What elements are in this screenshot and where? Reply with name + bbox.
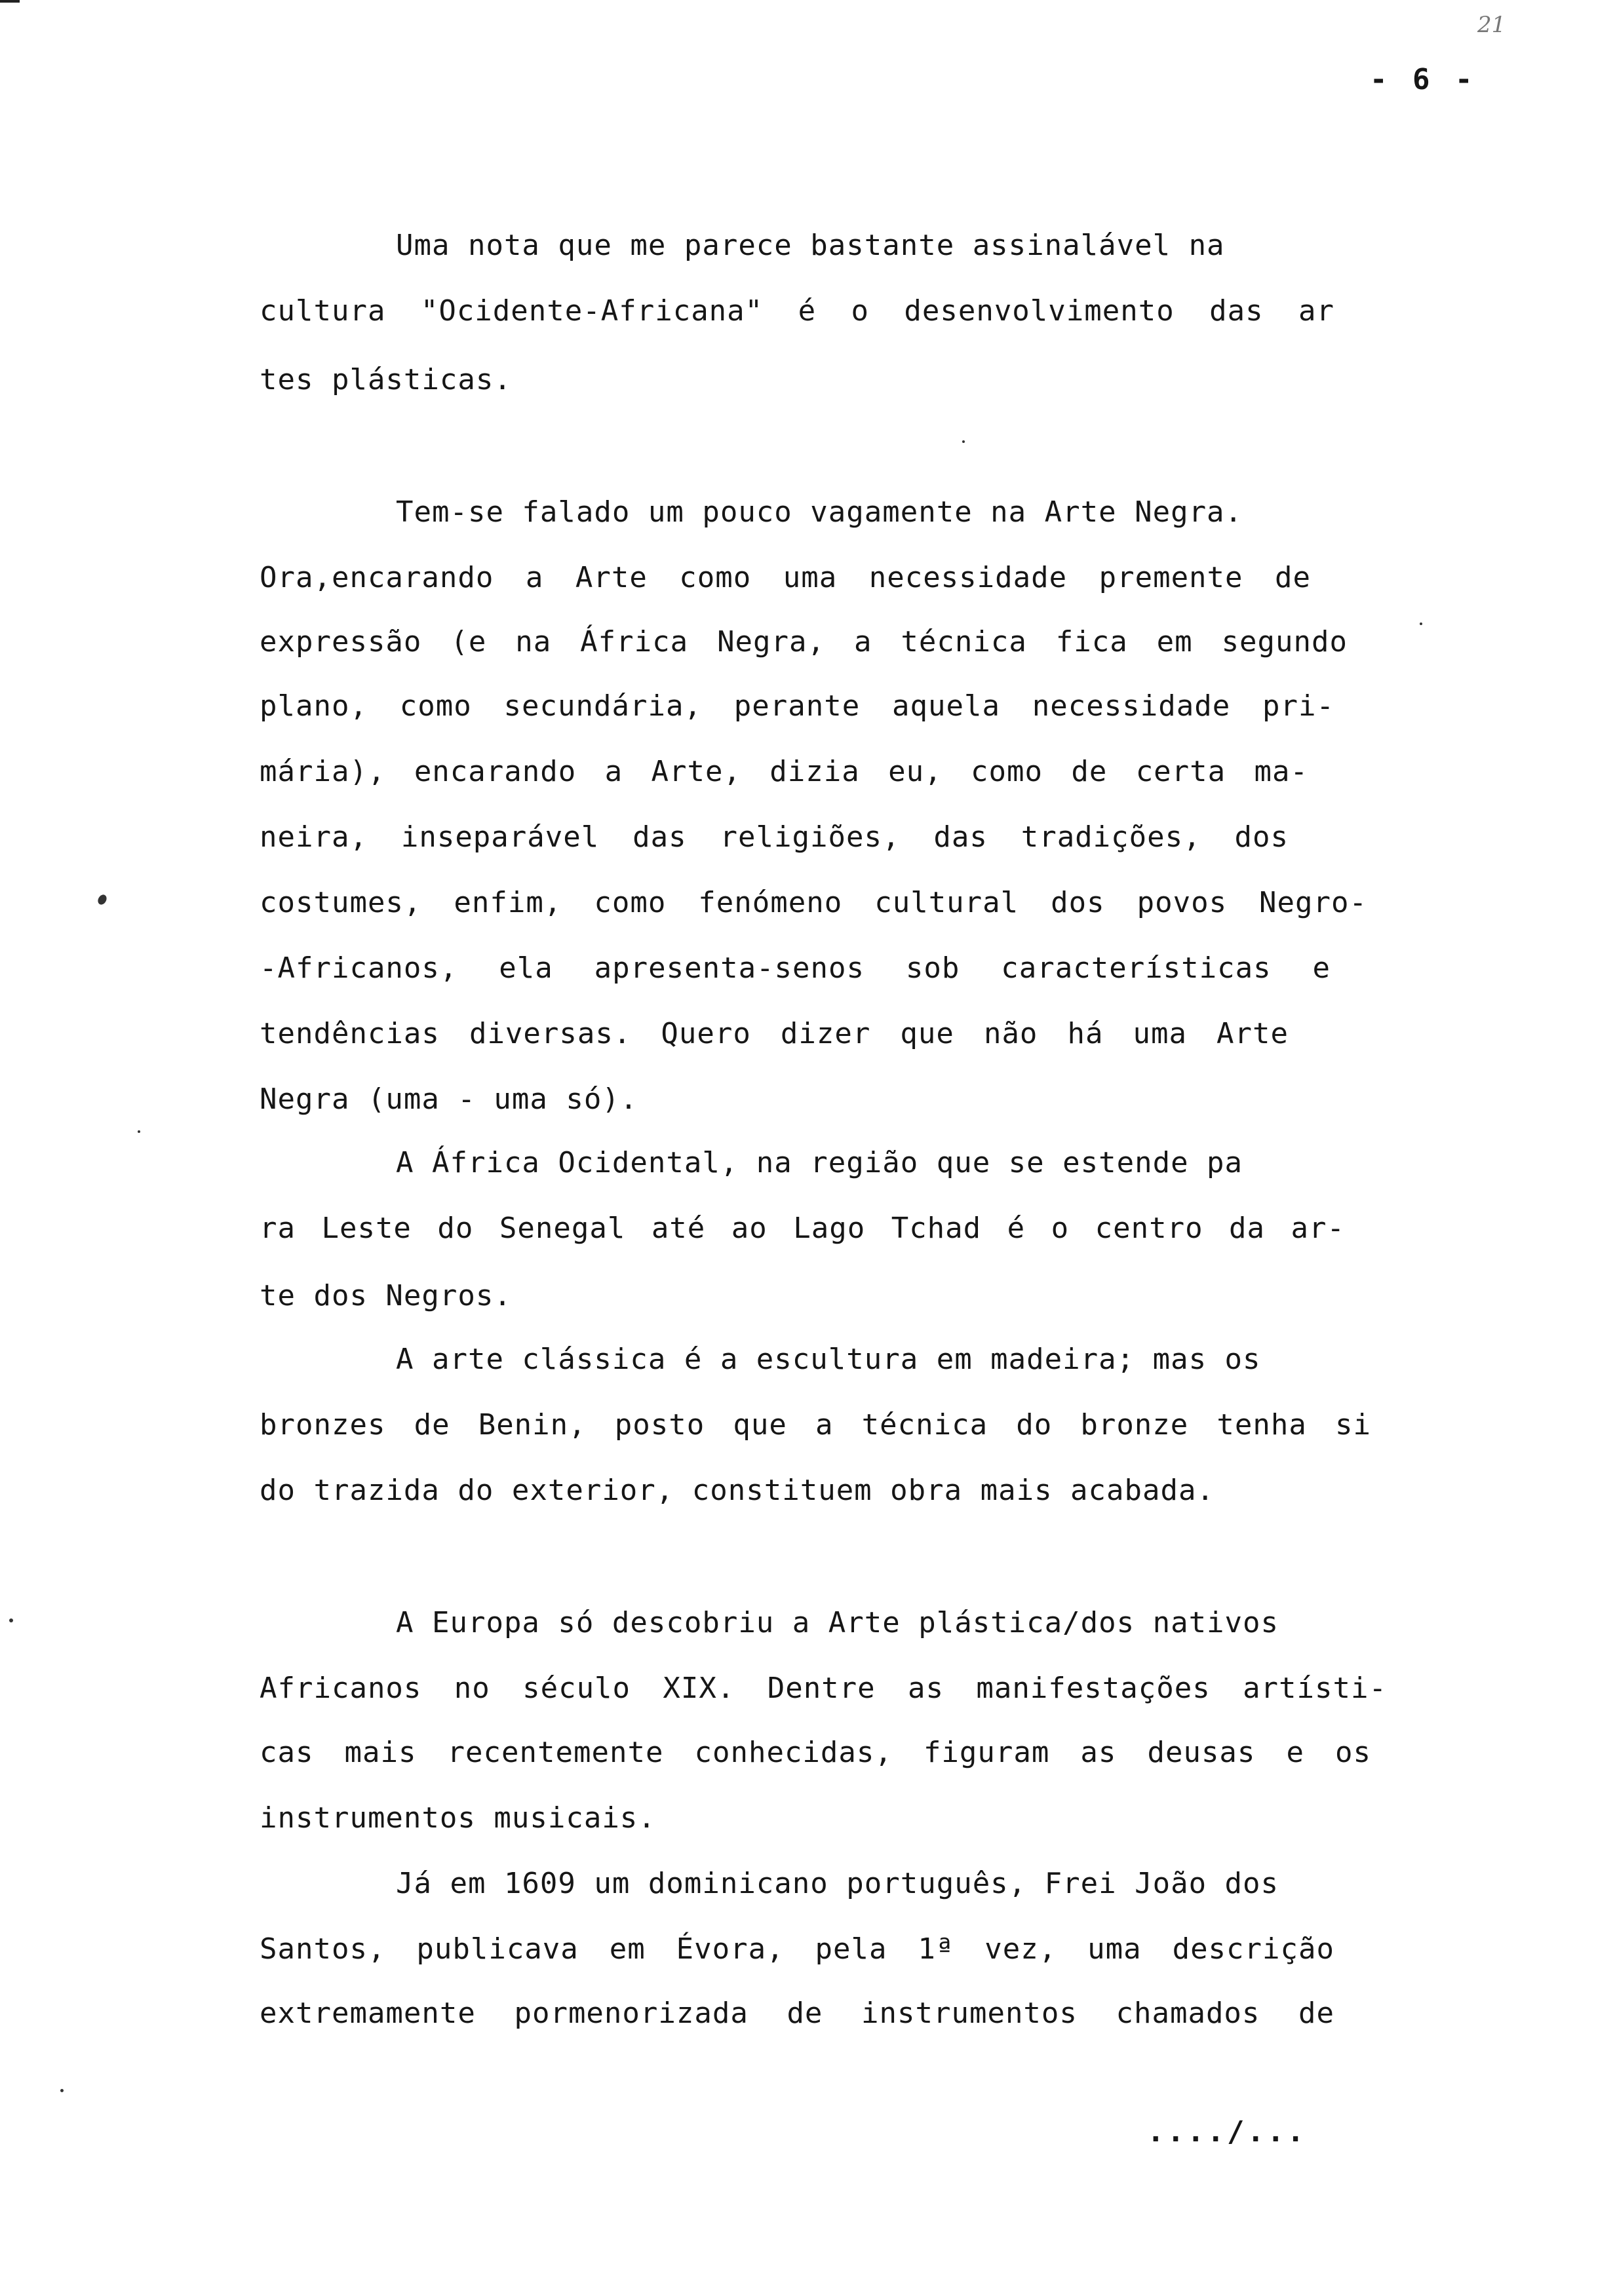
paragraph-2-line-1: Tem-se falado um pouco vagamente na Arte Negra. bbox=[396, 495, 1243, 529]
paragraph-5-line-3: cas mais recentemente conhecidas, figuram as deusas e os bbox=[260, 1736, 1371, 1769]
paragraph-2-line-8: -Africanos, ela apresenta-senos sob características e bbox=[260, 951, 1331, 985]
scan-speck bbox=[962, 440, 965, 443]
paragraph-6-line-2: Santos, publicava em Évora, pela 1ª vez, uma descrição bbox=[260, 1932, 1334, 1966]
scan-speck bbox=[1420, 622, 1422, 625]
paragraph-2-line-3: expressão (e na África Negra, a técnica fica em segundo bbox=[260, 625, 1348, 659]
page-number: - 6 - bbox=[1370, 63, 1477, 96]
paragraph-6-line-3: extremamente pormenorizada de instrumentos chamados de bbox=[260, 1997, 1334, 2030]
corner-rule bbox=[0, 0, 20, 3]
paragraph-3-line-1: A África Ocidental, na região que se estende pa bbox=[396, 1146, 1243, 1179]
scan-speck bbox=[9, 1618, 13, 1622]
paragraph-2-line-10: Negra (uma - uma só). bbox=[260, 1082, 638, 1116]
paragraph-1-line-1: Uma nota que me parece bastante assinalável na bbox=[396, 229, 1225, 262]
paragraph-3-line-3: te dos Negros. bbox=[260, 1279, 512, 1312]
paragraph-4-line-2: bronzes de Benin, posto que a técnica do bronze tenha si bbox=[260, 1408, 1371, 1442]
paragraph-2-line-9: tendências diversas. Quero dizer que não há uma Arte bbox=[260, 1017, 1289, 1050]
paragraph-6-line-1: Já em 1609 um dominicano português, Frei João dos bbox=[396, 1867, 1279, 1900]
paragraph-5-line-2: Africanos no século XIX. Dentre as manifestações artísti- bbox=[260, 1672, 1387, 1705]
paragraph-5-line-4: instrumentos musicais. bbox=[260, 1801, 656, 1835]
paragraph-4-line-3: do trazida do exterior, constituem obra mais acabada. bbox=[260, 1474, 1215, 1507]
paragraph-2-line-6: neira, inseparável das religiões, das tradições, dos bbox=[260, 820, 1289, 854]
scan-speck bbox=[96, 893, 108, 906]
paragraph-2-line-2: Ora,encarando a Arte como uma necessidade premente de bbox=[260, 561, 1311, 594]
paragraph-3-line-2: ra Leste do Senegal até ao Lago Tchad é o centro da ar- bbox=[260, 1212, 1345, 1245]
paragraph-4-line-1: A arte clássica é a escultura em madeira; mas os bbox=[396, 1343, 1261, 1376]
paragraph-2-line-5: mária), encarando a Arte, dizia eu, como de certa ma- bbox=[260, 755, 1308, 788]
continuation-mark: ..../... bbox=[1147, 2115, 1307, 2149]
paragraph-5-line-1: A Europa só descobriu a Arte plástica/dos nativos bbox=[396, 1606, 1279, 1639]
paragraph-2-line-4: plano, como secundária, perante aquela necessidade pri- bbox=[260, 689, 1334, 723]
scan-speck bbox=[60, 2089, 64, 2092]
paragraph-1-line-3: tes plásticas. bbox=[260, 363, 512, 396]
paragraph-1-line-2: cultura "Ocidente-Africana" é o desenvolvimento das ar bbox=[260, 294, 1334, 328]
paragraph-2-line-7: costumes, enfim, como fenómeno cultural dos povos Negro- bbox=[260, 886, 1367, 919]
handwritten-folio-mark: 21 bbox=[1477, 12, 1506, 38]
scan-speck bbox=[138, 1130, 140, 1133]
